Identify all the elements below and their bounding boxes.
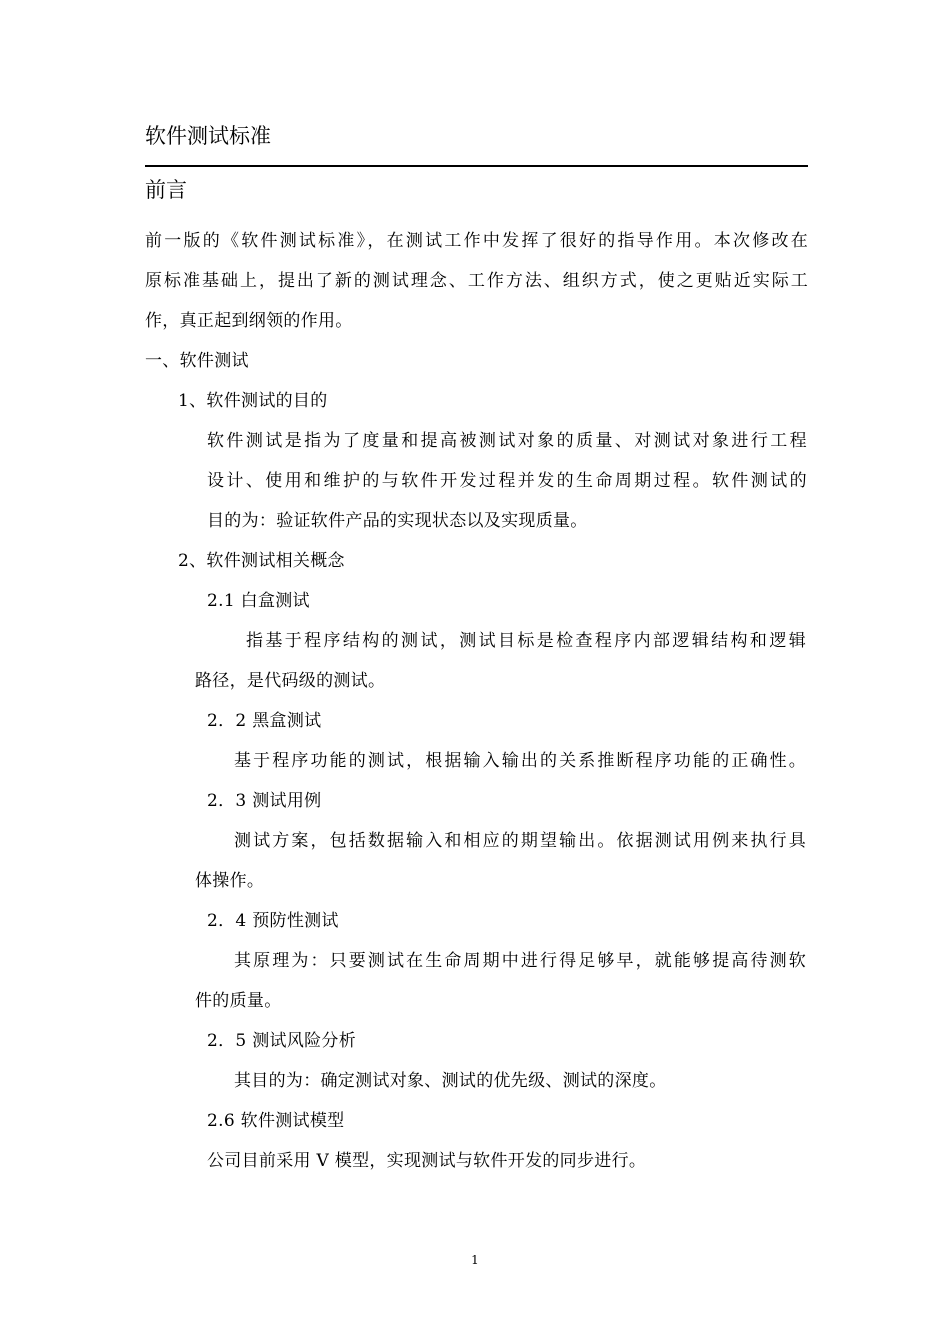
purpose-line-3: 目的为：验证软件产品的实现状态以及实现质量。 bbox=[207, 511, 588, 531]
concept-heading: 2．4 预防性测试 bbox=[207, 911, 339, 931]
concept-heading: 2．2 黑盒测试 bbox=[207, 711, 322, 731]
purpose-line-1: 软件测试是指为了度量和提高被测试对象的质量、对测试对象进行工程 bbox=[207, 431, 807, 451]
subsection-heading: 1、软件测试的目的 bbox=[178, 391, 328, 411]
section-heading: 一、软件测试 bbox=[145, 351, 249, 371]
concept-text-line: 基于程序功能的测试，根据输入输出的关系推断程序功能的正确性。 bbox=[234, 751, 806, 771]
concept-text-line: 其原理为：只要测试在生命周期中进行得足够早，就能够提高待测软 bbox=[234, 951, 806, 971]
concept-text-line: 公司目前采用 V 模型，实现测试与软件开发的同步进行。 bbox=[207, 1151, 647, 1171]
title-divider bbox=[145, 165, 808, 167]
preface-line-3: 作，真正起到纲领的作用。 bbox=[145, 311, 353, 331]
concept-heading: 2．3 测试用例 bbox=[207, 791, 322, 811]
preface-line-2: 原标准基础上，提出了新的测试理念、工作方法、组织方式，使之更贴近实际工 bbox=[145, 271, 808, 291]
purpose-line-2: 设计、使用和维护的与软件开发过程并发的生命周期过程。软件测试的 bbox=[207, 471, 807, 491]
concept-text-line: 体操作。 bbox=[195, 871, 265, 891]
concept-text-line: 指基于程序结构的测试，测试目标是检查程序内部逻辑结构和逻辑 bbox=[246, 631, 806, 651]
concept-heading: 2．5 测试风险分析 bbox=[207, 1031, 357, 1051]
document-title: 软件测试标准 bbox=[145, 124, 271, 148]
concept-heading: 2.1 白盒测试 bbox=[207, 591, 310, 611]
preface-line-1: 前一版的《软件测试标准》，在测试工作中发挥了很好的指导作用。本次修改在 bbox=[145, 231, 808, 251]
concept-heading: 2.6 软件测试模型 bbox=[207, 1111, 345, 1131]
concept-text-line: 件的质量。 bbox=[195, 991, 282, 1011]
concept-text-line: 测试方案，包括数据输入和相应的期望输出。依据测试用例来执行具 bbox=[234, 831, 806, 851]
subsection-heading: 2、软件测试相关概念 bbox=[178, 551, 345, 571]
concept-text-line: 路径，是代码级的测试。 bbox=[195, 671, 386, 691]
preface-heading: 前言 bbox=[145, 178, 187, 202]
page-number: 1 bbox=[471, 1253, 479, 1267]
concept-text-line: 其目的为：确定测试对象、测试的优先级、测试的深度。 bbox=[234, 1071, 667, 1091]
